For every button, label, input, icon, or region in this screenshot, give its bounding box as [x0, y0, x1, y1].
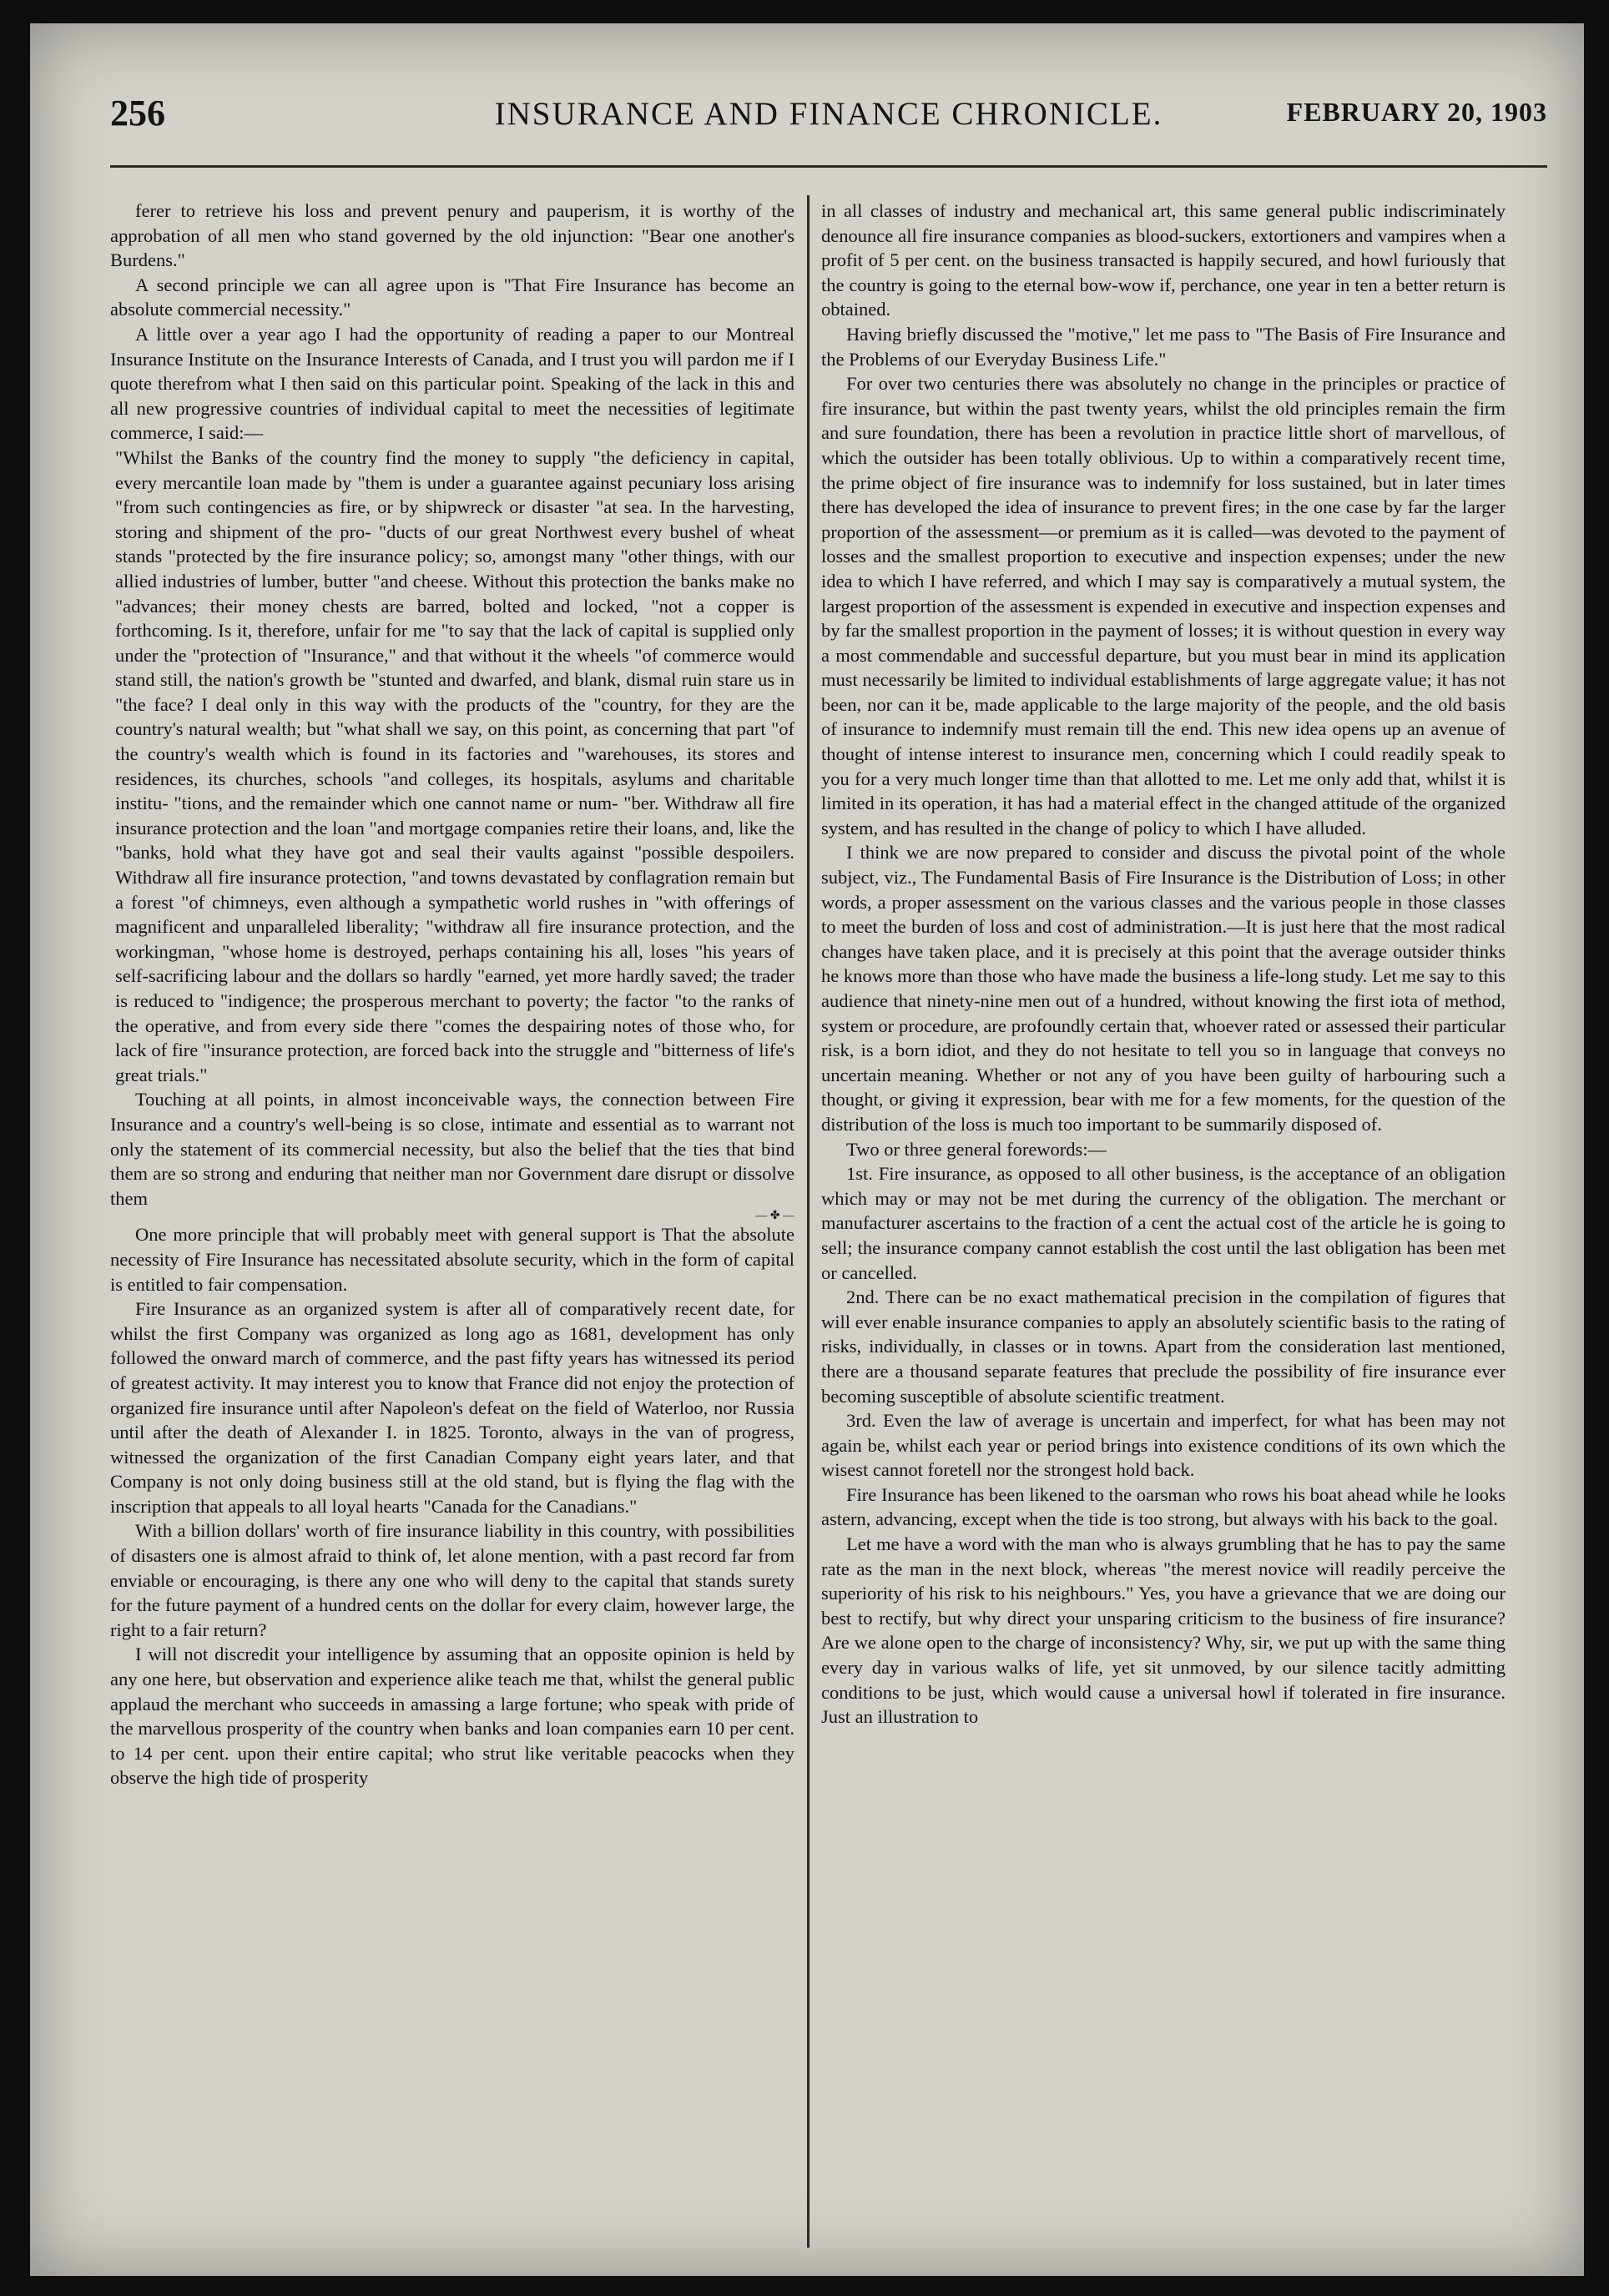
- paragraph: Let me have a word with the man who is always grumbling that he has to pay the same rate as the man in the next block, whereas "the merest novice will readily perceive the superiority of his risk to his neighbours." Yes, you have a grievance that we are doing our best to rectify, but why direct your unsparing criticism to the business of fire insurance? Are we alone open to the charge of inconsistency? Why, sir, we put up with the same thing every day in various walks of life, yet sit unmoved, by our silence tacitly admitting conditions to be just, which would cause a universal howl if tolerated in fire insurance. Just an illustration to: [821, 1533, 1506, 1728]
- paragraph: ferer to retrieve his loss and prevent penury and pauperism, it is worthy of the approbation of all men who stand governed by the old injunction: "Bear one another's Burdens.": [110, 200, 794, 271]
- paragraph: 2nd. There can be no exact mathematical precision in the compilation of figures that will ever enable insurance companies to apply an absolutely scientific basis to the rating of risks, individually, in classes or in towns. Apart from the consideration last mentioned, there are a thousand separate features that preclude the possibility of fire insurance ever becoming susceptible of absolute scientific treatment.: [821, 1286, 1506, 1407]
- paragraph: I will not discredit your intelligence by assuming that an opposite opinion is held by any one here, but observation and experience alike teach me that, whilst the general public applaud the merchant who succeeds in amassing a large fortune; who speak with pride of the marvellous prosperity of the country when banks and loan companies earn 10 per cent. to 14 per cent. upon their entire capital; who strut like veritable peacocks when they observe the high tide of prosperity: [110, 1644, 794, 1789]
- paragraph: A little over a year ago I had the opportunity of reading a paper to our Montreal Insurance Institute on the Insurance Interests of Canada, and I trust you will pardon me if I quote therefrom what I then said on this particular point. Speaking of the lack in this and all new progressive countries of individual capital to meet the necessities of legitimate commerce, I said:—: [110, 323, 794, 444]
- paragraph: One more principle that will probably meet with general support is That the absolute necessity of Fire Insurance has necessitated absolute security, which in the form of capital is entitled to fair compensation.: [110, 1224, 794, 1295]
- paragraph: Having briefly discussed the "motive," let me pass to "The Basis of Fire Insurance and the Problems of our Everyday Business Life.": [821, 323, 1506, 370]
- journal-title: INSURANCE AND FINANCE CHRONICLE.: [494, 96, 1163, 132]
- header-rule: [110, 165, 1547, 168]
- issue-date: FEBRUARY 20, 1903: [1286, 97, 1547, 127]
- ornament-separator: — ✤ —: [755, 1210, 794, 1223]
- newspaper-page: [30, 23, 1584, 2276]
- right-column: [821, 199, 1506, 2243]
- paragraph: Touching at all points, in almost inconceivable ways, the connection between Fire Insurance and a country's well-being is so close, intimate and essential as to warrant not only the statement of its commercial necessity, but also the belief that the ties that bind them are so strong and enduring that neither man nor Government dare disrupt or dissolve them: [110, 1089, 794, 1209]
- paragraph: With a billion dollars' worth of fire insurance liability in this country, with possibilities of disasters one is almost afraid to think of, let alone mention, with a past record far from enviable or encouraging, is there any one who will deny to the capital that stands surety for the future payment of a hundred cents on the dollar for every claim, however large, the right to a fair return?: [110, 1520, 794, 1640]
- page-number: 256: [110, 93, 165, 133]
- paragraph: Fire Insurance as an organized system is after all of comparatively recent date, for whilst the first Company was organized as long ago as 1681, development has only followed the onward march of commerce, and the past fifty years has witnessed its period of greatest activity. It may interest you to know that France did not enjoy the protection of organized fire insurance until after Napoleon's defeat on the field of Waterloo, nor Russia until after the death of Alexander I. in 1825. Toronto, always in the van of progress, witnessed the organization of the first Canadian Company eight years later, and that Company is not only doing business still at the old stand, but is flying the flag with the inscription that appeals to all loyal hearts "Canada for the Canadians.": [110, 1298, 794, 1517]
- paragraph: Two or three general forewords:—: [846, 1138, 1107, 1160]
- paragraph: A second principle we can all agree upon is "That Fire Insurance has become an absolute commercial necessity.": [110, 274, 794, 320]
- paragraph: 3rd. Even the law of average is uncertain and imperfect, for what has been may not again be, whilst each year or period brings into existence conditions of its own which the wisest cannot foretell nor the strongest hold back.: [821, 1410, 1506, 1481]
- paragraph: Fire Insurance has been likened to the oarsman who rows his boat ahead while he looks astern, advancing, except when the tide is too strong, but always with his back to the goal.: [821, 1483, 1506, 1530]
- paragraph: For over two centuries there was absolutely no change in the principles or practice of fire insurance, but within the past twenty years, whilst the old principles remain the firm and sure foundation, there has been a revolution in practice little short of marvellous, of which the outsider has been totally oblivious. Up to within a comparatively recent time, the prime object of fire insurance was to indemnify for loss sustained, but in later times there has developed the idea of insurance to prevent fires; in the one case by far the larger proportion of the assessment—or premium as it is called—was devoted to the payment of losses and the smallest proportion to executive and inspection expenses; under the new idea to which I have referred, and which I may say is comparatively a mutual system, the largest proportion of the assessment is expended in executive and inspection expenses and by far the smallest proportion in the payment of losses; it is without question in every way a most commendable and successful departure, but you must bear in mind its application must necessarily be limited to individual establishments of large aggregate value; it has not been, nor can it be, made applicable to the large majority of the people, and the old basis of insurance to indemnify must remain till the end. This new idea opens up an avenue of thought of intense interest to insurance men, concerning which I could readily speak to you for a very much longer time than that allotted to me. Let me only add that, whilst it is limited in its operation, it has had a material effect in the changed attitude of the organized system, and has resulted in the change of policy to which I have alluded.: [821, 373, 1506, 838]
- quoted-paragraph: "Whilst the Banks of the country find the money to supply "the deficiency in capital, every mercantile loan made by "them is under a guarantee against pecuniary loss arising "from such contingencies as fire, or by shipwreck or disaster "at sea. In the harvesting, storing and shipment of the pro- "ducts of our great Northwest every bushel of wheat stands "protected by the fire insurance policy; so, amongst many "other things, with our allied industries of lumber, butter "and cheese. Without this protection the banks make no "advances; their money chests are barred, bolted and locked, "not a copper is forthcoming. Is it, therefore, unfair for me "to say that the lack of capital is supplied only under the "protection of "Insurance," and that without it the wheels "of commerce would stand still, the nation's growth be "stunted and dwarfed, and blank, dismal ruin stare us in "the face? I deal only in this way with the products of the "country, for they are the country's natural wealth; but "what shall we say, on this point, as concerning that part "of the country's wealth which is found in its factories and "warehouses, its stores and residences, its churches, schools "and colleges, its hospitals, asylums and charitable institu- "tions, and the remainder which one cannot name or num- "ber. Withdraw all fire insurance protection and the loan "and mortgage companies retire their loans, and, like the "banks, hold what they have got and seal their vaults against "possible despoilers. Withdraw all fire insurance protection, "and towns devastated by conflagration remain but a forest "of chimneys, even although a sympathetic world rushes in "with offerings of magnificent and unparalleled liberality; "withdraw all fire insurance protection, and the workingman, "whose home is destroyed, perhaps containing his all, loses "his years of self-sacrificing labour and the dollars so hardly "earned, yet more hardly saved; the trader is reduced to "indigence; the prosperous merchant to poverty; the factor "to the ranks of the operative, and from every side there "comes the despairing notes of those who, for lack of fire "insurance protection, are forced back into the struggle and "bitterness of life's great trials.": [115, 446, 794, 1085]
- paragraph: in all classes of industry and mechanical art, this same general public indiscriminately denounce all fire insurance companies as blood-suckers, extortioners and vampires when a profit of 5 per cent. on the business transacted is happily secured, and howl furiously that the country is going to the eternal bow-wow if, perchance, one year in ten a better return is obtained.: [821, 200, 1506, 320]
- page-header: [110, 92, 1547, 142]
- paragraph: I think we are now prepared to consider and discuss the pivotal point of the whole subject, viz., The Fundamental Basis of Fire Insurance is the Distribution of Loss; in other words, a proper assessment on the various classes and the various people in those classes to meet the burden of loss and cost of administration.—It is just here that the most radical changes have taken place, and it is precisely at this point that the average outsider thinks he knows more than those who have made the business a life-long study. Let me say to this audience that ninety-nine men out of a hundred, without knowing the first iota of method, system or procedure, are profoundly certain that, whoever rated or assessed their particular risk, is a born idiot, and they do not hesitate to tell you so in language that conveys no uncertain meaning. Whether or not any of you have been guilty of harbouring such a thought, or giving it expression, bear with me for a few moments, for the question of the distribution of the loss is much too important to be summarily disposed of.: [821, 842, 1506, 1135]
- paragraph: 1st. Fire insurance, as opposed to all other business, is the acceptance of an obligation which may or may not be met during the currency of the obligation. The merchant or manufacturer ascertains to the fraction of a cent the actual cost of the article he is going to sell; the insurance company cannot establish the cost until the last obligation has been met or cancelled.: [821, 1163, 1506, 1283]
- left-column: [110, 199, 794, 2243]
- column-divider: [807, 195, 810, 2248]
